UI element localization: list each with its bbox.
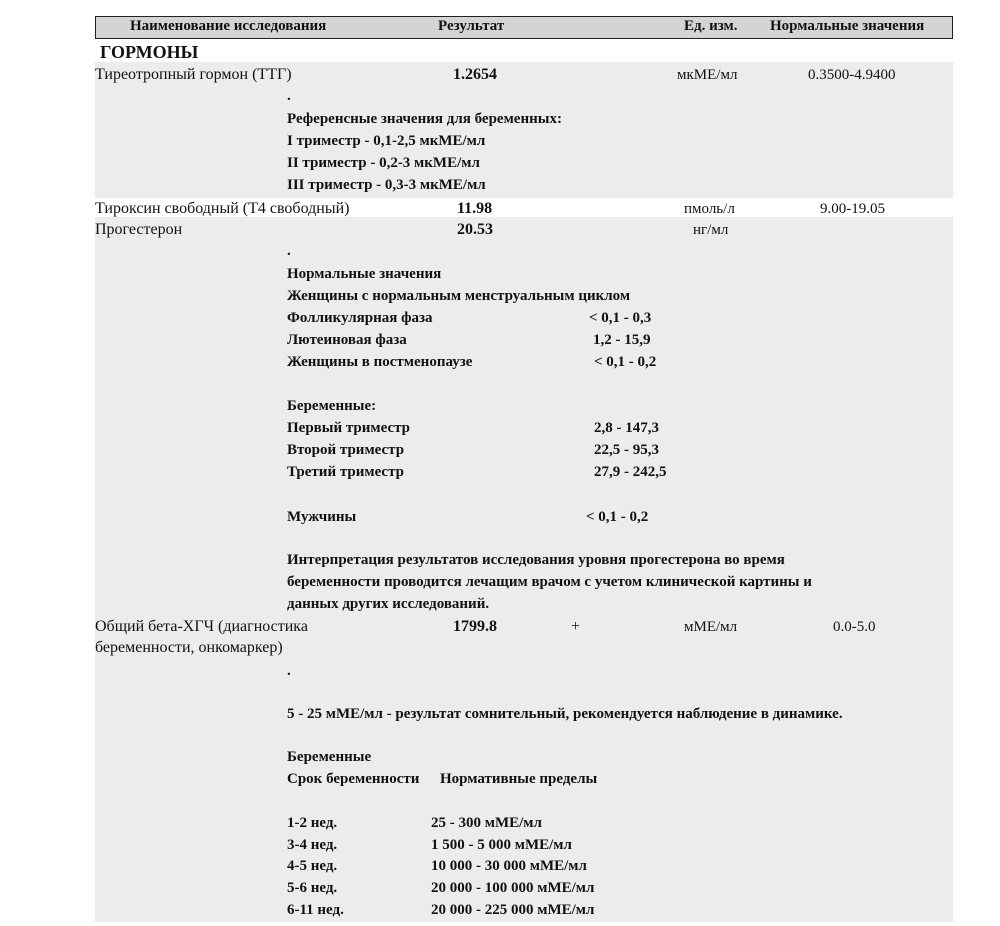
progesterone-result: 20.53 [457, 221, 493, 238]
progesterone-unit: нг/мл [693, 222, 729, 238]
header-result: Результат [438, 18, 505, 34]
hcg-unit: мМЕ/мл [684, 619, 738, 635]
hcg-col-term: Срок беременности [287, 771, 420, 787]
t4-normal: 9.00-19.05 [820, 201, 885, 217]
hcg-week-term: 4-5 нед. [287, 858, 338, 874]
tsh-normal: 0.3500-4.9400 [808, 67, 896, 83]
hcg-name-line1: Общий бета-ХГЧ (диагностика [95, 618, 308, 635]
progesterone-name: Прогестерон [95, 221, 183, 238]
progesterone-interpretation: данных других исследований. [287, 596, 490, 612]
hcg-week-range: 1 500 - 5 000 мМЕ/мл [431, 837, 572, 853]
hcg-week-term: 1-2 нед. [287, 815, 338, 831]
hcg-pregnant-title: Беременные [287, 749, 372, 765]
ref-label: Первый триместр [287, 420, 411, 436]
hcg-week-term: 3-4 нед. [287, 837, 338, 853]
tsh-ref-line: I триместр - 0,1-2,5 мкМЕ/мл [287, 133, 486, 149]
ref-label: Второй триместр [287, 442, 405, 458]
row-band-hcg [95, 615, 953, 922]
tsh-ref-line: II триместр - 0,2-3 мкМЕ/мл [287, 155, 480, 171]
progesterone-interpretation: Интерпретация результатов исследования уровня прогестерона во время [287, 552, 785, 568]
ref-value: 1,2 - 15,9 [593, 332, 651, 348]
progesterone-interpretation: беременности проводится лечащим врачом с учетом клинической картины и [287, 574, 812, 590]
hcg-week-range: 20 000 - 225 000 мМЕ/мл [431, 902, 595, 918]
hcg-flag: + [571, 618, 581, 635]
ref-label: Женщины в постменопаузе [287, 354, 473, 370]
ref-value: 27,9 - 242,5 [594, 464, 667, 480]
tsh-dot: . [287, 88, 291, 104]
ref-label: Фолликулярная фаза [287, 310, 433, 326]
ref-label: Мужчины [287, 509, 357, 525]
hcg-doubtful-note: 5 - 25 мМЕ/мл - результат сомнительный, рекомендуется наблюдение в динамике. [287, 706, 843, 722]
ref-value: 22,5 - 95,3 [594, 442, 659, 458]
tsh-name: Тиреотропный гормон (ТТГ) [95, 66, 292, 83]
hcg-dot: . [287, 663, 291, 679]
hcg-col-limits: Нормативные пределы [440, 771, 598, 787]
progesterone-dot: . [287, 243, 291, 259]
tsh-ref-line: III триместр - 0,3-3 мкМЕ/мл [287, 177, 486, 193]
section-title: ГОРМОНЫ [100, 42, 199, 62]
t4-name: Тироксин свободный (Т4 свободный) [95, 200, 350, 217]
header-unit: Ед. изм. [684, 18, 738, 34]
tsh-result: 1.2654 [453, 66, 497, 83]
ref-value: 2,8 - 147,3 [594, 420, 659, 436]
hcg-week-range: 10 000 - 30 000 мМЕ/мл [431, 858, 587, 874]
progesterone-cycle-title: Женщины с нормальным менструальным циклом [287, 288, 631, 304]
hcg-result: 1799.8 [453, 618, 497, 635]
hcg-week-term: 6-11 нед. [287, 902, 344, 918]
hcg-week-term: 5-6 нед. [287, 880, 338, 896]
t4-result: 11.98 [457, 200, 493, 217]
header-normal: Нормальные значения [770, 18, 925, 34]
ref-value: < 0,1 - 0,2 [586, 509, 649, 525]
header-name: Наименование исследования [130, 18, 327, 34]
table-header [95, 16, 953, 39]
ref-label: Третий триместр [287, 464, 404, 480]
hcg-name-line2: беременности, онкомаркер) [95, 639, 283, 656]
hcg-week-range: 25 - 300 мМЕ/мл [431, 815, 542, 831]
tsh-unit: мкМЕ/мл [677, 67, 738, 83]
tsh-ref-title: Референсные значения для беременных: [287, 111, 562, 127]
ref-value: < 0,1 - 0,3 [589, 310, 652, 326]
progesterone-normal-title: Нормальные значения [287, 266, 442, 282]
hcg-week-range: 20 000 - 100 000 мМЕ/мл [431, 880, 595, 896]
hcg-normal: 0.0-5.0 [833, 619, 876, 635]
ref-label: Лютеиновая фаза [287, 332, 407, 348]
ref-value: < 0,1 - 0,2 [594, 354, 657, 370]
t4-unit: пмоль/л [684, 201, 735, 217]
progesterone-pregnant-title: Беременные: [287, 398, 377, 414]
